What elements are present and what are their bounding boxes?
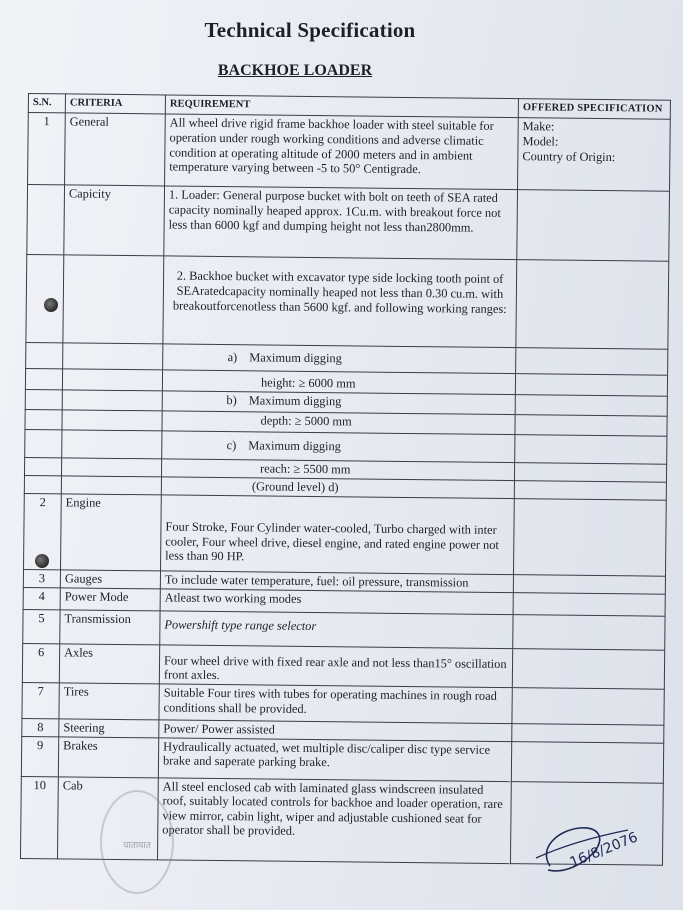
- row-sn: [24, 475, 61, 493]
- row-offered-specification: [514, 463, 666, 483]
- header-offered-specification: OFFERED SPECIFICATION: [518, 99, 670, 120]
- row-criteria: [62, 390, 162, 411]
- row-criteria: Capicity: [64, 185, 165, 256]
- row-offered-specification: [516, 260, 669, 350]
- row-offered-specification: [512, 723, 664, 742]
- row-offered-specification: [513, 575, 665, 594]
- row-requirement: Power/ Power assisted: [159, 720, 512, 741]
- row-sn: [26, 255, 64, 343]
- row-criteria: [62, 369, 162, 391]
- row-offered-specification: [512, 648, 664, 689]
- stamp-text: यातायात: [123, 841, 151, 851]
- row-criteria: General: [65, 113, 166, 186]
- row-offered-specification: [513, 499, 666, 577]
- official-stamp: [100, 790, 174, 894]
- row-criteria: Brakes: [58, 736, 158, 777]
- row-criteria: Steering: [59, 719, 159, 738]
- signature-date-text: 16/8/2076: [567, 829, 641, 872]
- row-requirement: 1. Loader: General purpose bucket with bolt on teeth of SEA rated capacity nominally heaped approx. 1Cu.m. with breakout force not less than 6000 kgf and dumping height not less than2800mm.: [164, 186, 518, 260]
- table-row: [22, 643, 664, 689]
- sub-item-text: Maximum digging: [248, 438, 341, 454]
- row-offered-specification: [517, 190, 670, 262]
- row-requirement: Four wheel drive with fixed rear axle and not less than15° oscillation front axles.: [159, 645, 512, 688]
- row-offered-specification: [518, 118, 671, 192]
- sub-item-label: a): [227, 350, 238, 365]
- offered-country-label: Country of Origin:: [522, 148, 616, 164]
- row-requirement: To include water temperature, fuel: oil pressure, transmission: [160, 571, 513, 592]
- table-row: [28, 113, 671, 192]
- row-criteria: Cab: [57, 776, 158, 859]
- row-requirement: depth: ≥ 5000 mm: [162, 411, 515, 435]
- offered-make-label: Make:: [522, 119, 555, 134]
- row-criteria: [61, 476, 161, 495]
- row-sn: 9: [21, 736, 58, 776]
- row-sn: [24, 457, 61, 475]
- row-offered-specification: [514, 481, 666, 501]
- row-offered-specification: [511, 741, 663, 783]
- row-criteria: [62, 410, 162, 431]
- table-row: [21, 736, 663, 783]
- row-requirement: All steel enclosed cab with laminated glass windscreen insulated roof, suitably located controls for backhoe and loader operation, rare view mirror, cabin light, wiper and adjustable cushioned seat for operator shall be provided.: [157, 777, 511, 863]
- sub-item-label: b): [226, 393, 237, 408]
- row-criteria: Gauges: [60, 570, 160, 589]
- row-offered-specification: [515, 435, 667, 465]
- row-offered-specification: [512, 687, 664, 725]
- row-sn: 8: [22, 718, 59, 736]
- row-criteria: Transmission: [60, 609, 160, 644]
- row-requirement: All wheel drive rigid frame backhoe loader with steel suitable for operation under rough working conditions and adverse climatic condition at operating altitude of 2000 meters and in ambient temperature varying between -5 to 50° Centigrade.: [165, 114, 519, 190]
- row-sn: 7: [22, 682, 59, 718]
- table-row: [26, 255, 669, 350]
- row-criteria: [63, 343, 163, 370]
- row-sn: [26, 343, 63, 369]
- row-sn: 5: [23, 609, 60, 643]
- row-criteria: Axles: [59, 643, 159, 683]
- handwritten-signature: [528, 808, 658, 888]
- document-subtitle: BACKHOE LOADER: [217, 62, 373, 79]
- row-offered-specification: [513, 592, 665, 616]
- table-row: [27, 185, 670, 262]
- row-sn: 10: [20, 776, 58, 858]
- sub-item-text: Maximum digging: [248, 393, 342, 409]
- header-sn: S.N.: [28, 94, 65, 114]
- row-requirement: Suitable Four tires with tubes for operating machines in rough road conditions shall be provided.: [159, 684, 512, 724]
- row-requirement: 2. Backhoe bucket with excavator type side locking tooth point of SEAratedcapacity nominally heaped not less than 0.30 cu.m. with breakoutforcenotless than 5600 kgf. and following working ranges:: [163, 256, 517, 348]
- row-sn: [25, 429, 62, 457]
- row-offered-specification: [515, 395, 667, 417]
- row-sn: 3: [23, 569, 60, 587]
- row-sn: 4: [23, 587, 60, 609]
- offered-model-label: Model:: [522, 134, 559, 149]
- row-requirement: [163, 344, 516, 374]
- row-offered-specification: [513, 614, 665, 650]
- header-criteria: CRITERIA: [65, 94, 165, 114]
- row-criteria: Engine: [61, 494, 162, 571]
- row-sn: [25, 369, 62, 390]
- row-requirement: height: ≥ 6000 mm: [162, 370, 515, 394]
- row-requirement: Atleast two working modes: [160, 589, 513, 615]
- row-offered-specification: [515, 415, 667, 437]
- row-requirement: reach: ≥ 5500 mm: [161, 459, 514, 481]
- row-sn: 2: [24, 493, 62, 569]
- sub-item-label: c): [226, 438, 237, 453]
- row-criteria: Tires: [59, 683, 159, 720]
- row-sn: [27, 185, 65, 255]
- row-sn: [25, 409, 62, 429]
- row-criteria: [62, 430, 162, 459]
- row-sn: 6: [22, 643, 59, 683]
- row-criteria: Power Mode: [60, 587, 160, 610]
- row-sn: [25, 389, 62, 409]
- sub-item-text: Maximum digging: [249, 350, 342, 366]
- row-requirement: Hydraulically actuated, wet multiple disc/caliper disc type service brake and saperate parking brake.: [158, 737, 511, 781]
- row-offered-specification: [516, 348, 668, 376]
- row-criteria: [63, 255, 164, 344]
- specification-table: [20, 93, 671, 865]
- row-requirement: Powershift type range selector: [160, 611, 513, 649]
- row-sn: 1: [28, 113, 66, 185]
- row-criteria: [61, 458, 161, 477]
- row-requirement: Four Stroke, Four Cylinder water-cooled, Turbo charged with inter cooler, Four wheel drive, diesel engine, and rated engine power not less than 90 HP.: [161, 495, 515, 575]
- row-requirement: [162, 431, 515, 463]
- document-title: Technical Specification: [204, 18, 416, 42]
- row-requirement: (Ground level) d): [161, 477, 514, 499]
- table-row: [24, 493, 667, 576]
- header-requirement: REQUIREMENT: [165, 95, 518, 118]
- row-offered-specification: [515, 374, 667, 396]
